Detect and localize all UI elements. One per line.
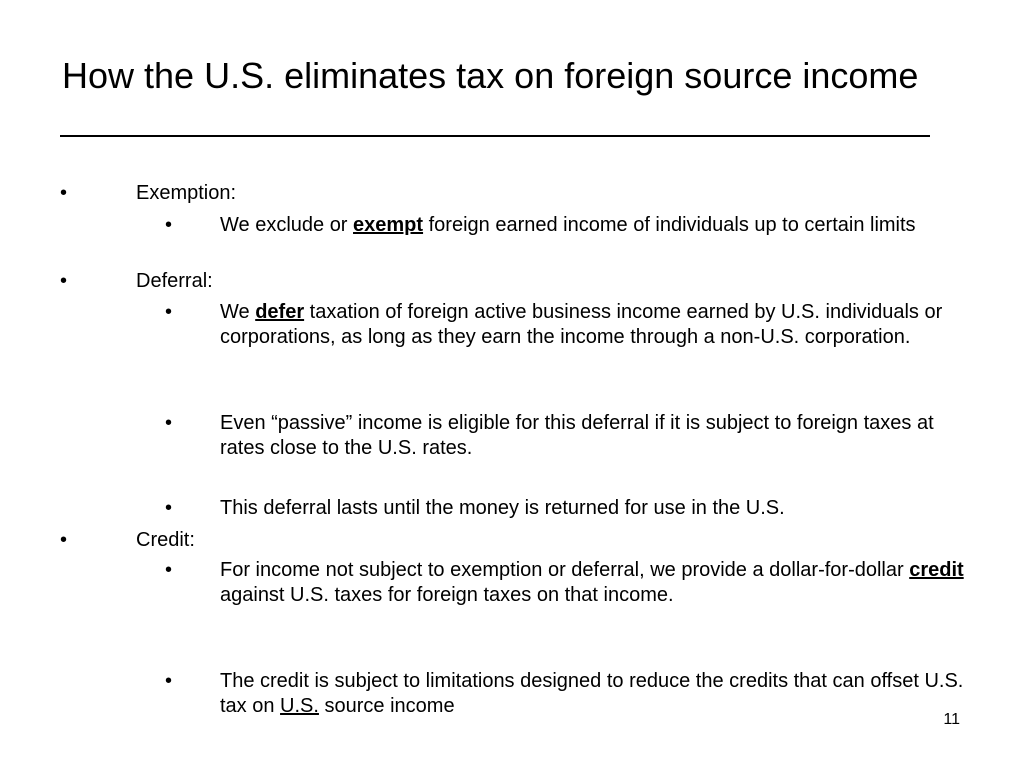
text-run: For income not subject to exemption or deferral, we provide a dollar-for-dollar xyxy=(220,559,910,581)
sub-bullet-text xyxy=(220,300,965,349)
bullet-label-deferral: Deferral: xyxy=(136,270,213,292)
text-run: The credit is subject to limitations designed to reduce the credits that can offset U.S. tax on xyxy=(220,670,964,717)
sub-bullet-text xyxy=(220,669,965,718)
bullet-label-credit: Credit: xyxy=(136,529,195,551)
text-run: foreign earned income of individuals up to certain limits xyxy=(423,214,916,236)
sub-bullet-marker: • xyxy=(165,214,173,236)
text-run: against U.S. taxes for foreign taxes on that income. xyxy=(220,583,674,606)
sub-bullet-marker: • xyxy=(165,559,173,581)
underlined-us: U.S. xyxy=(280,694,319,717)
sub-bullet-text xyxy=(220,213,965,238)
sub-bullet-marker: • xyxy=(165,412,173,434)
bullet-marker: • xyxy=(60,182,68,204)
text-run: We exclude or xyxy=(220,214,354,236)
bullet-marker: • xyxy=(60,529,68,551)
bullet-label-exemption: Exemption: xyxy=(136,182,237,204)
bullet-marker: • xyxy=(60,270,68,292)
sub-bullet-text: This deferral lasts until the money is returned for use in the U.S. xyxy=(220,497,785,519)
sub-bullet-marker: • xyxy=(165,301,173,323)
emphasis-defer: defer xyxy=(255,301,305,323)
page-number: 11 xyxy=(943,711,960,728)
emphasis-exempt: exempt xyxy=(353,214,424,236)
sub-bullet-marker: • xyxy=(165,497,173,519)
text-run: taxation of foreign active business income earned by U.S. individuals or corporations, as long as they earn the income through a non-U.S. corporation. xyxy=(220,301,943,348)
emphasis-credit: credit xyxy=(909,559,964,581)
sub-bullet-text xyxy=(220,558,965,607)
sub-bullet-text: Even “passive” income is eligible for this deferral if it is subject to foreign taxes at rates close to the U.S. rates. xyxy=(220,412,934,459)
text-run: We xyxy=(220,301,256,323)
text-run: source income xyxy=(318,694,455,717)
sub-bullet-marker: • xyxy=(165,670,173,692)
slide-title: How the U.S. eliminates tax on foreign source income xyxy=(62,55,919,96)
